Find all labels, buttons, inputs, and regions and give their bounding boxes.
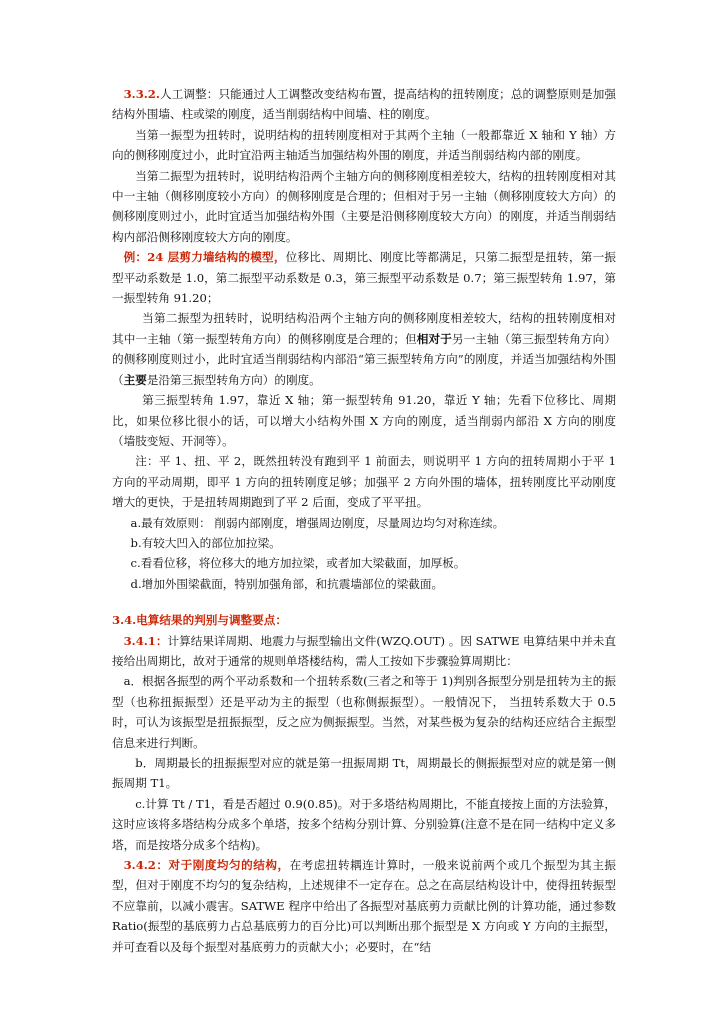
paragraph-third-mode: 第三振型转角 1.97，靠近 X 轴；第一振型转角 91.20，靠近 Y 轴；先看下位移比、周期比，如果位移比很小的话，可以增大小结构外围 X 方向的刚度，适当削弱内部沿 X 方向的刚度（墙肢变短、开洞等）。 — [112, 393, 616, 448]
document-page — [112, 84, 616, 957]
list-item: a.最有效原则： 削弱内部刚度，增强周边刚度，尽量周边均匀对称连续。 — [130, 515, 505, 530]
paragraph-step-c: c.计算 Tt / T1，看是否超过 0.9(0.85)。对于多塔结构周期比，不能直接按上面的方法验算，这时应该将多塔结构分成多个单塔，按多个结构分别计算、分别验算(注意不是在同一结构中定义多塔，而是按塔分成多个结构)。 — [112, 796, 616, 852]
section-text: 计算结果详周期、地震力与振型输出文件(WZQ.OUT) 。因 SATWE 电算结果中并未直接给出周期比，故对于通常的规则单塔楼结构，需人工按如下步骤验算周期比： — [112, 633, 616, 668]
text-run: 另一主轴（第三振型转角方向）的侧移刚度则过小，此时宜适当削弱结构内部沿“第三振型转角方向”的刚度，并适当加强结构外围（ — [112, 331, 616, 387]
paragraph-example-analysis — [112, 308, 616, 390]
section-3-4-heading: 3.4.电算结果的判别与调整要点： — [112, 613, 287, 628]
paragraph-first-mode-torsion: 当第一振型为扭转时，说明结构的扭转刚度相对于其两个主轴（一般都靠近 X 轴和 Y 轴）方向的侧移刚度过小，此时宜沿两主轴适当加强结构外围的刚度，并适当削弱结构内部的刚度。 — [112, 127, 616, 163]
paragraph-second-mode-torsion: 当第二振型为扭转时，说明结构沿两个主轴方向的侧移刚度相差较大，结构的扭转刚度相对其中一主轴（侧移刚度较小方向）的侧移刚度是合理的；但相对于另一主轴（侧移刚度较大方向）的侧移刚度则过小，此时宜适当加强结构外围（主要是沿侧移刚度较大方向）的刚度，并适当削弱结构内部沿侧移刚度较大方向的刚度。 — [112, 168, 616, 244]
section-number: 3.4.2： — [123, 858, 169, 873]
section-3-4-2 — [112, 855, 616, 957]
spacer — [112, 594, 616, 610]
text-run: 是沿第三振型转角方向）的刚度。 — [146, 372, 321, 387]
bold-run: 主要 — [123, 372, 147, 387]
paragraph-step-a: a．根据各振型的两个平动系数和一个扭转系数(三者之和等于 1)判别各振型分别是扭转为主的振型（也称扭振振型）还是平动为主的振型（也称侧振振型）。一般情况下， 当扭转系数大于 0.5 时，可认为该振型是扭振振型，反之应为侧振振型。当然，对某些极为复杂的结构还应结合主振型信息来进行判断。 — [112, 674, 616, 750]
paragraph-example — [112, 247, 616, 308]
text-run: 当第二振型为扭转时，说明结构沿两个主轴方向的侧移刚度相差较大，结构的扭转刚度相对其中一主轴（第一振型转角方向）的侧移刚度是合理的；但 — [112, 311, 616, 346]
section-3-3-2 — [112, 84, 616, 125]
section-head: 对于刚度均匀的结构， — [168, 858, 290, 873]
example-text: 位移比、周期比、刚度比等都满足，只第二振型是扭转，第一振型平动系数是 1.0，第二振型平动系数是 0.3，第三振型平动系数是 0.7；第三振型转角 1.97，第一振型转角 91.20； — [112, 250, 616, 306]
section-number: 3.4.1： — [123, 633, 168, 648]
list-item: d.增加外围梁截面，特别加强角部，和抗震墙部位的梁截面。 — [130, 576, 444, 591]
paragraph-note: 注：平 1、扭、平 2，既然扭转没有跑到平 1 前面去，则说明平 1 方向的扭转周期小于平 1 方向的平动周期，即平 1 方向的扭转刚度足够；加强平 2 方向外围的墙体，扭转刚度比平动刚度增大的更快，于是扭转周期跑到了平 2 后面，变成了平平扭。 — [112, 454, 616, 510]
paragraph-step-b: b．周期最长的扭振振型对应的就是第一扭振周期 Tt，周期最长的侧振振型对应的就是第一侧振周期 T1。 — [112, 756, 616, 791]
list-item: b.有较大凹入的部位加拉梁。 — [130, 535, 281, 550]
section-text: 人工调整：只能通过人工调整改变结构布置，提高结构的扭转刚度；总的调整原则是加强结构外围墙、柱或梁的刚度，适当削弱结构中间墙、柱的刚度。 — [112, 87, 616, 122]
list-item: c.看看位移，将位移大的地方加拉梁，或者加大梁截面，加厚板。 — [130, 556, 466, 571]
bold-run: 相对于 — [416, 331, 452, 346]
section-3-4-1 — [112, 631, 616, 672]
example-label: 例：24 层剪力墙结构的模型， — [123, 250, 286, 265]
section-text: 在考虑扭转耦连计算时，一般来说前两个或几个振型为其主振型，但对于刚度不均匀的复杂结构，上述规律不一定存在。总之在高层结构设计中，使得扭转振型不应靠前，以减小震害。SATWE 程序中给出了各振型对基底剪力贡献比例的计算功能，通过参数 Ratio(振型的基底剪力占总基底剪力的百分比)可以判断出那个振型是 X 方向或 Y 方向的主振型，并可查看以及每个振型对基底剪力的贡献大小；必要时，在“结 — [112, 858, 616, 954]
section-number: 3.3.2. — [123, 87, 160, 101]
